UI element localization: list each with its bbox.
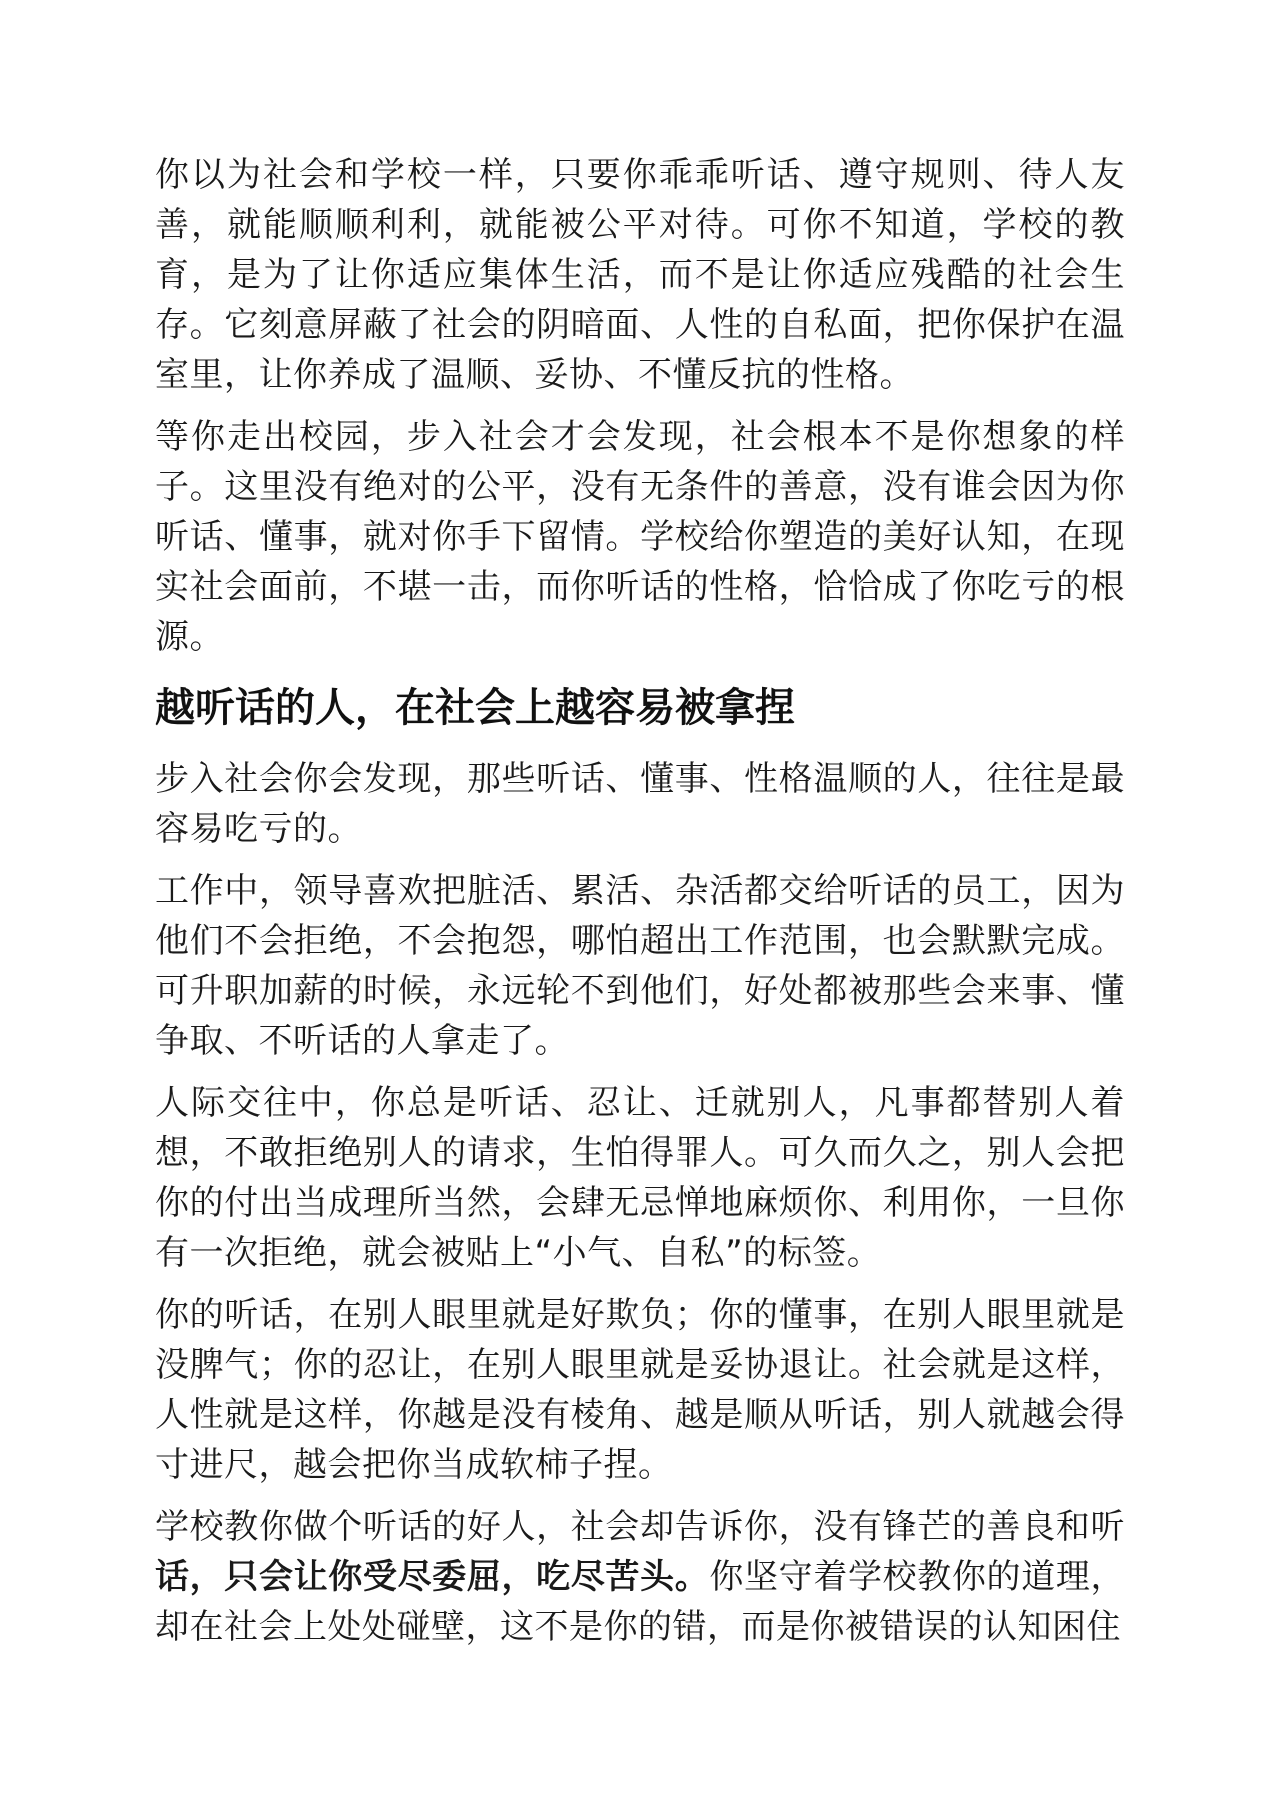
paragraph-6: 你的听话，在别人眼里就是好欺负；你的懂事，在别人眼里就是没脾气；你的忍让，在别人眼里就是妥协退让。社会就是这样，人性就是这样，你越是没有棱角、越是顺从听话，别人就越会得寸进尺，越会把你当成软柿子捏。 <box>155 1295 1125 1485</box>
paragraph-3: 步入社会你会发现，那些听话、懂事、性格温顺的人，往往是最容易吃亏的。 <box>155 759 1125 849</box>
paragraph-5: 人际交往中，你总是听话、忍让、迁就别人，凡事都替别人着想，不敢拒绝别人的请求，生怕得罪人。可久而久之，别人会把你的付出当成理所当然，会肆无忌惮地麻烦你、利用你，一旦你有一次拒绝，就会被贴上“小气、自私”的标签。 <box>155 1083 1125 1273</box>
paragraph-7-bold-text: 话，只会让你受尽委屈，吃尽苦头。 <box>155 1557 710 1597</box>
paragraph-7-text-start: 学校教你做个听话的好人，社会却告诉你，没有锋芒的善良和听 <box>155 1507 1125 1547</box>
paragraph-7-text-end: 你坚守着学校教你的道理，却在社会上处处碰壁，这不是你的错，而是你被错误的认知困住 <box>155 1557 1126 1647</box>
section-heading: 越听话的人，在社会上越容易被拿捏 <box>155 685 795 731</box>
paragraph-4: 工作中，领导喜欢把脏活、累活、杂活都交给听话的员工，因为他们不会拒绝，不会抱怨，哪怕超出工作范围，也会默默完成。可升职加薪的时候，永远轮不到他们，好处都被那些会来事、懂争取、不听话的人拿走了。 <box>155 871 1125 1061</box>
paragraph-2: 等你走出校园，步入社会才会发现，社会根本不是你想象的样子。这里没有绝对的公平，没有无条件的善意，没有谁会因为你听话、懂事，就对你手下留情。学校给你塑造的美好认知，在现实社会面前，不堪一击，而你听话的性格，恰恰成了你吃亏的根源。 <box>155 417 1125 657</box>
article-page <box>155 150 1125 1664</box>
paragraph-7 <box>155 1502 1125 1652</box>
paragraph-1: 你以为社会和学校一样，只要你乖乖听话、遵守规则、待人友善，就能顺顺利利，就能被公平对待。可你不知道，学校的教育，是为了让你适应集体生活，而不是让你适应残酷的社会生存。它刻意屏蔽了社会的阴暗面、人性的自私面，把你保护在温室里，让你养成了温顺、妥协、不懂反抗的性格。 <box>155 155 1125 395</box>
